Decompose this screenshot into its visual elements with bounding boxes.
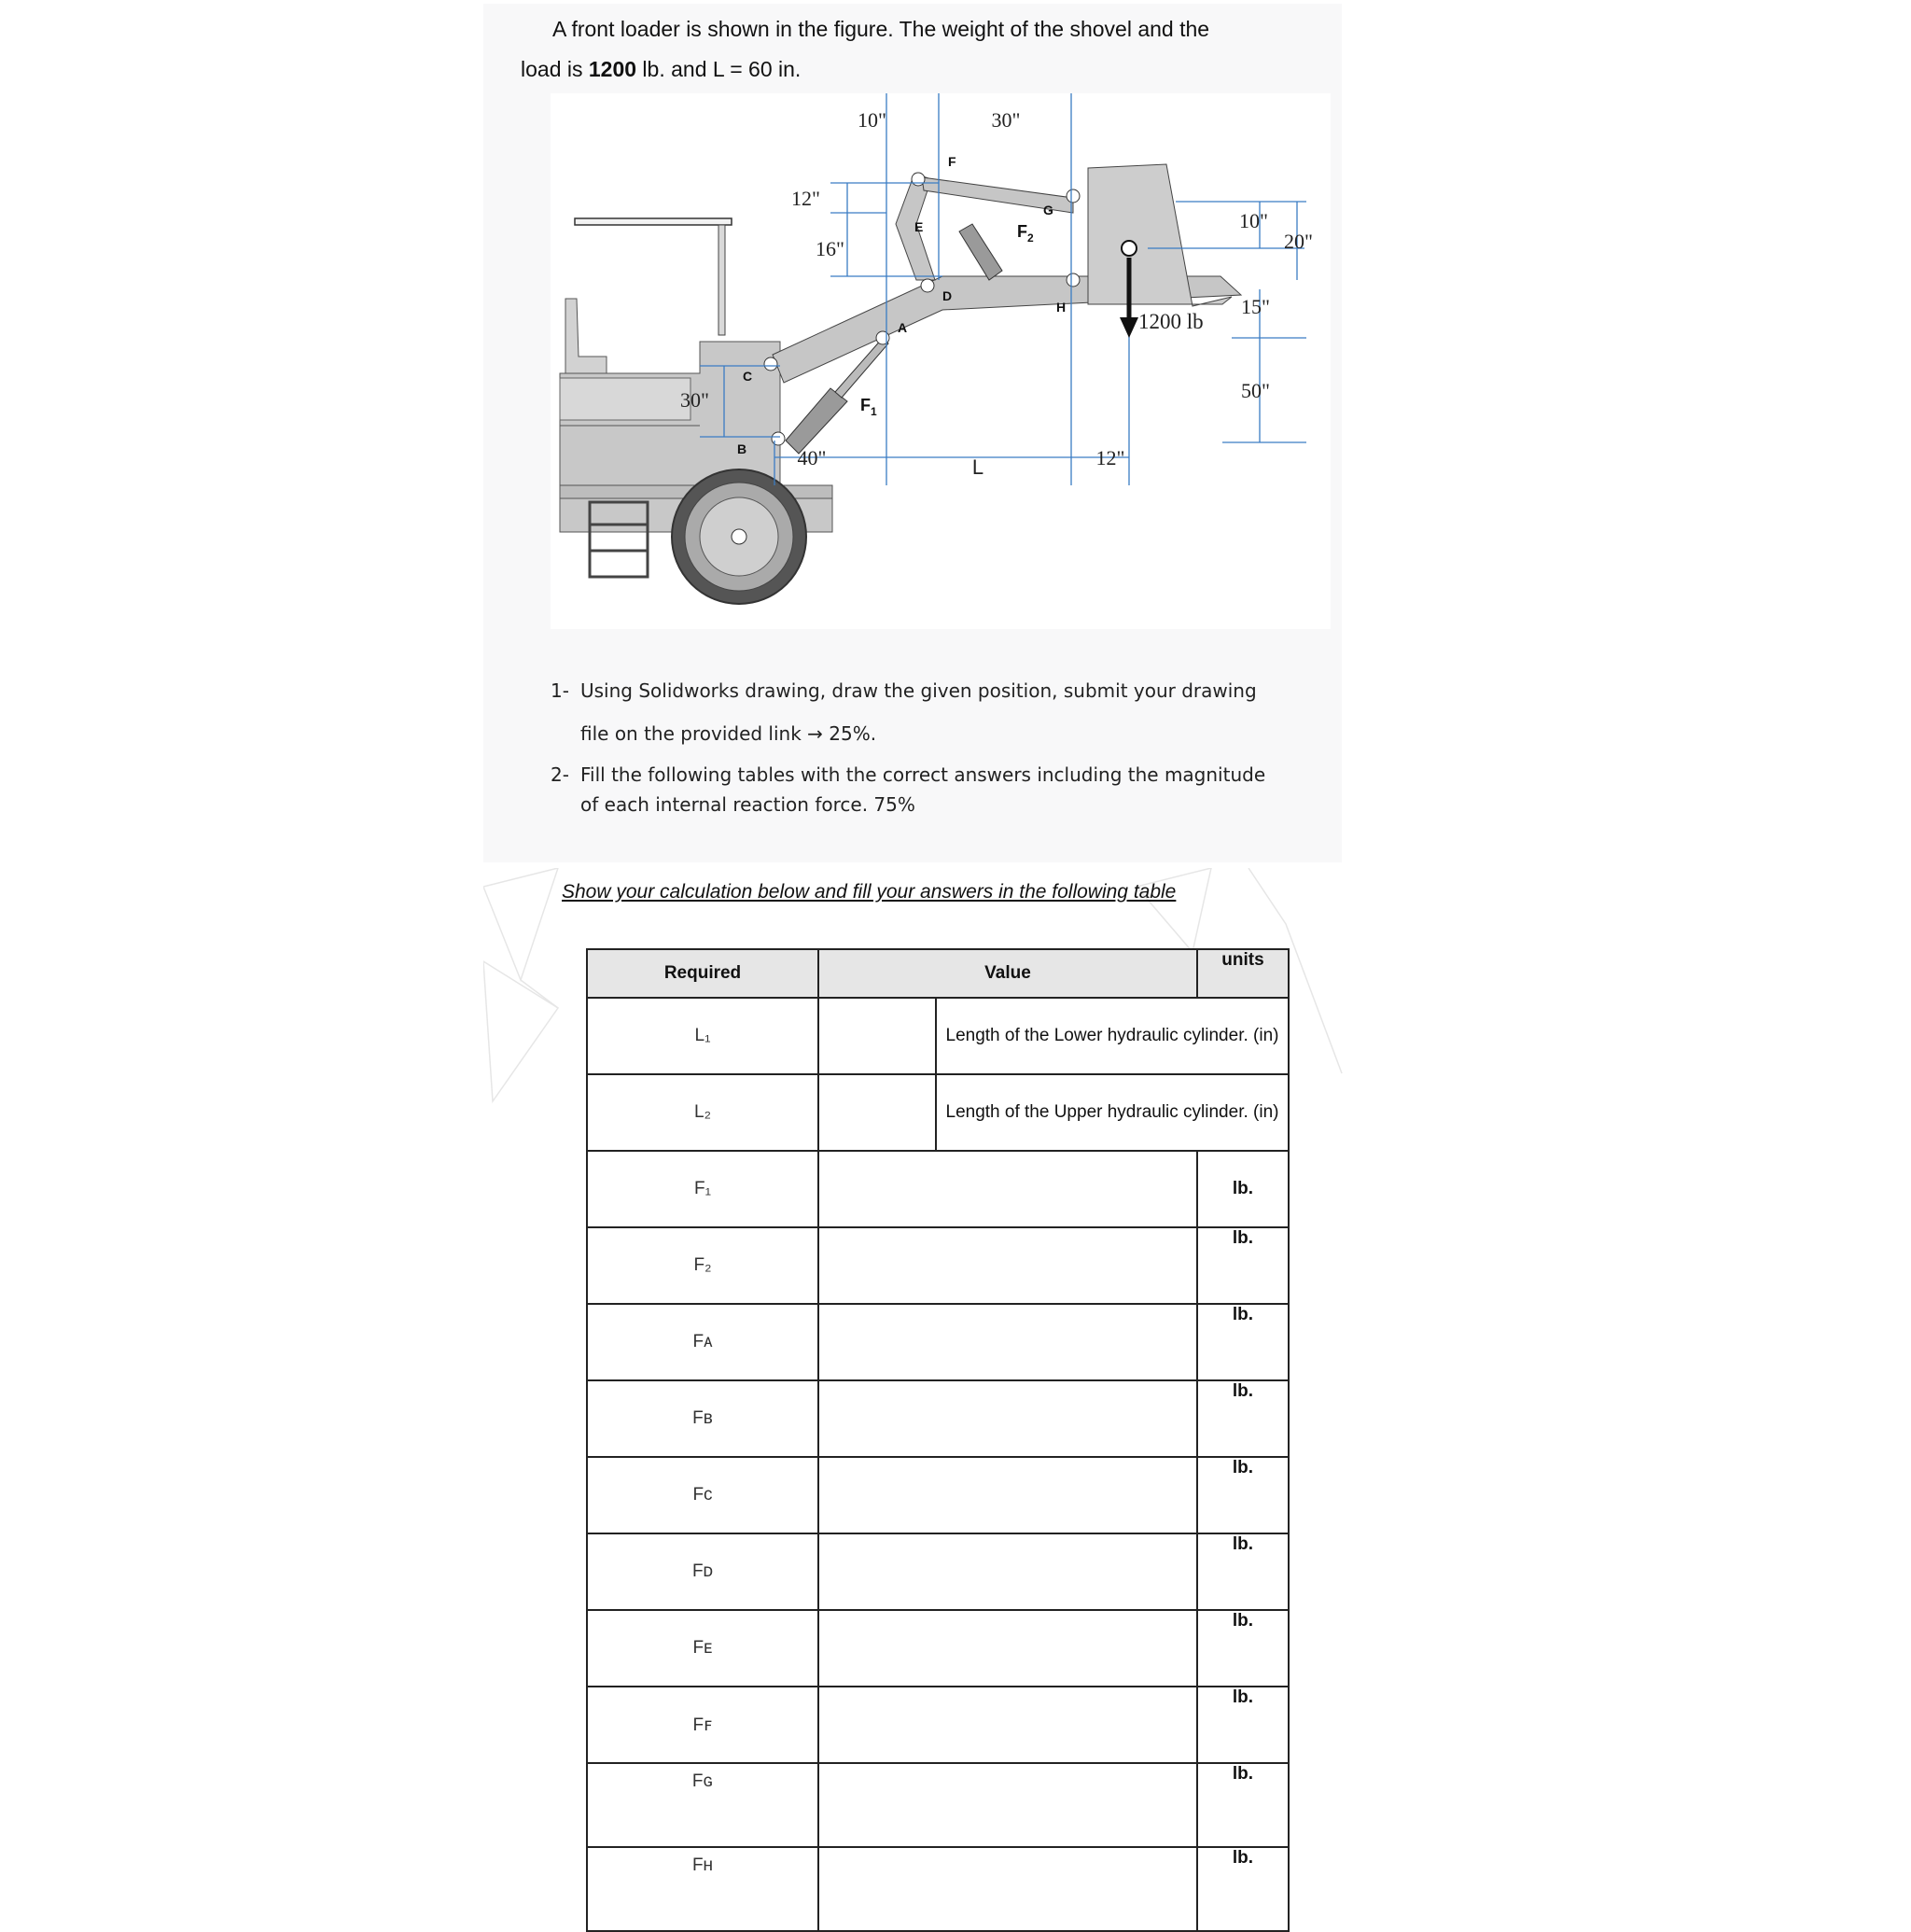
unit-label: lb. (1197, 1610, 1289, 1687)
dim-20-right: 20" (1284, 230, 1313, 253)
table-row (587, 1304, 1289, 1380)
value-input-FH[interactable] (818, 1847, 1197, 1931)
value-input-L1[interactable] (818, 998, 936, 1074)
force-F1: $F_1$ (860, 396, 877, 418)
point-H: H (1056, 300, 1067, 315)
point-C: C (743, 369, 753, 384)
value-input-F1[interactable] (818, 1151, 1197, 1227)
load-label: 1200 lb (1138, 310, 1204, 333)
required-label: Fʙ (587, 1380, 818, 1457)
point-G: G (1043, 203, 1053, 217)
intro-line-2: load is 1200 lb. and L = 60 in. (521, 57, 802, 81)
dim-16-left: 16" (816, 237, 844, 260)
point-E: E (914, 219, 924, 234)
force-F2: $F_2$ (1017, 222, 1034, 245)
value-input-FB[interactable] (818, 1380, 1197, 1457)
dim-50-right: 50" (1241, 379, 1270, 402)
value-input-L2[interactable] (818, 1074, 936, 1151)
required-label: L₁ (587, 998, 818, 1074)
problem-statement (521, 9, 1323, 90)
value-input-FF[interactable] (818, 1687, 1197, 1763)
required-label: Fʜ (587, 1847, 818, 1931)
table-row (587, 1533, 1289, 1610)
required-label: F₂ (587, 1227, 818, 1304)
required-label: Fɢ (587, 1763, 818, 1847)
unit-label: lb. (1197, 1457, 1289, 1533)
table-row (587, 1610, 1289, 1687)
row-description: Length of the Lower hydraulic cylinder. (in) (936, 998, 1289, 1074)
required-label: Fᴀ (587, 1304, 818, 1380)
required-label: L₂ (587, 1074, 818, 1151)
required-label: Fᴄ (587, 1457, 818, 1533)
unit-label: lb. (1197, 1151, 1289, 1227)
table-row (587, 998, 1289, 1074)
unit-label: lb. (1197, 1763, 1289, 1847)
point-F: F (948, 154, 956, 169)
table-row (587, 1457, 1289, 1533)
dim-30-top: 30" (991, 108, 1021, 132)
unit-label: lb. (1197, 1687, 1289, 1763)
required-label: Fꜰ (587, 1687, 818, 1763)
unit-label: lb. (1197, 1304, 1289, 1380)
dim-40-bottom: 40" (797, 446, 827, 469)
header-required: Required (587, 949, 818, 998)
required-label: Fᴅ (587, 1533, 818, 1610)
table-row (587, 1074, 1289, 1151)
answers-table (586, 948, 1290, 1932)
boom-arm (764, 164, 1241, 454)
load-value: 1200 (588, 57, 637, 81)
unit-label: lb. (1197, 1227, 1289, 1304)
dim-12-left: 12" (791, 187, 820, 210)
unit-label: lb. (1197, 1380, 1289, 1457)
header-value: Value (818, 949, 1197, 998)
value-input-FD[interactable] (818, 1533, 1197, 1610)
dim-15-right: 15" (1241, 295, 1270, 318)
value-input-FG[interactable] (818, 1763, 1197, 1847)
required-label: F₁ (587, 1151, 818, 1227)
front-loader-figure (551, 93, 1331, 629)
value-input-FA[interactable] (818, 1304, 1197, 1380)
point-B: B (737, 441, 747, 456)
value-input-F2[interactable] (818, 1227, 1197, 1304)
value-input-FC[interactable] (818, 1457, 1197, 1533)
dim-L-bottom: L (971, 455, 984, 479)
dim-30-left: 30" (680, 388, 709, 412)
row-description: Length of the Upper hydraulic cylinder. (in) (936, 1074, 1289, 1151)
unit-label: lb. (1197, 1533, 1289, 1610)
table-row (587, 1227, 1289, 1304)
point-A: A (898, 320, 908, 335)
table-row (587, 1763, 1289, 1847)
value-input-FE[interactable] (818, 1610, 1197, 1687)
header-units: units (1197, 949, 1289, 998)
table-row (587, 1687, 1289, 1763)
dim-12-bottom: 12" (1095, 446, 1125, 469)
table-row (587, 1380, 1289, 1457)
dim-10-top: 10" (858, 108, 886, 132)
dim-10-right: 10" (1239, 209, 1268, 232)
instruction-text: Show your calculation below and fill your answers in the following table (562, 881, 1177, 903)
required-label: Fᴇ (587, 1610, 818, 1687)
intro-line-1: A front loader is shown in the figure. The weight of the shovel and the (552, 17, 1210, 41)
table-row (587, 1847, 1289, 1931)
point-D: D (942, 288, 953, 303)
unit-label: lb. (1197, 1847, 1289, 1931)
table-row (587, 1151, 1289, 1227)
